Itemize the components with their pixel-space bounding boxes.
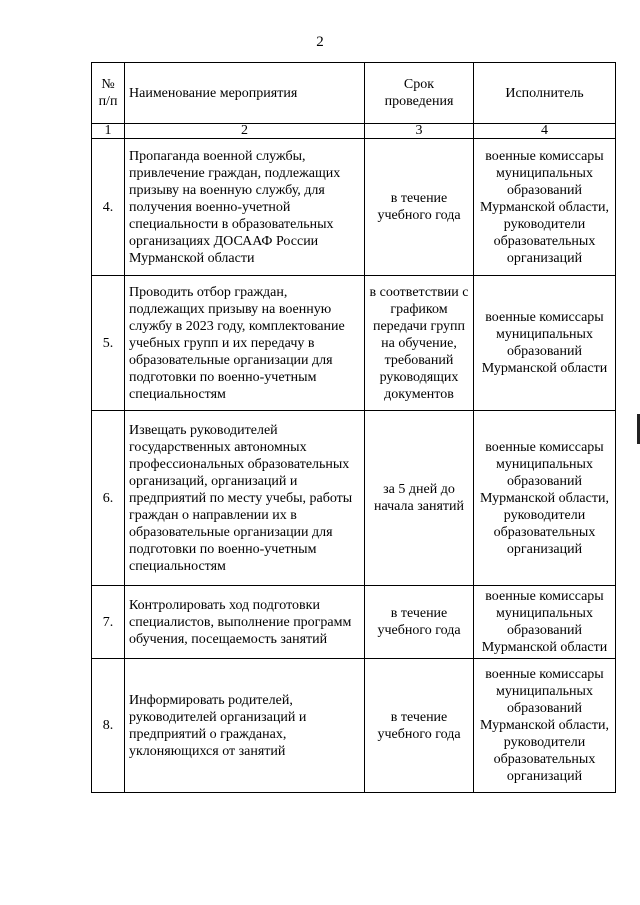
event-term: за 5 дней до начала занятий — [365, 411, 474, 586]
event-name: Извещать руководителей государственных автономных профессиональных образовательных организаций, организаций и предприятий по месту учебы, работы граждан о направлении их в образовательные организации для подготовки по военно-учетным специальностям — [125, 411, 365, 586]
event-term: в течение учебного года — [365, 659, 474, 793]
column-number: 2 — [125, 124, 365, 139]
event-term: в течение учебного года — [365, 139, 474, 276]
column-number: 3 — [365, 124, 474, 139]
event-executor: военные комиссары муниципальных образований Мурманской области, руководители образовательных организаций — [474, 139, 616, 276]
table-row — [92, 139, 616, 276]
table-row — [92, 411, 616, 586]
event-name: Пропаганда военной службы, привлечение граждан, подлежащих призыву на военную службу, для получения военно-учетной специальности в образовательных организациях ДОСААФ России Мурманской области — [125, 139, 365, 276]
page-number: 2 — [316, 34, 324, 50]
header-num: № п/п — [92, 63, 125, 124]
event-term: в течение учебного года — [365, 586, 474, 659]
event-name: Информировать родителей, руководителей организаций и предприятий о гражданах, уклоняющихся от занятий — [125, 659, 365, 793]
row-number: 7. — [92, 586, 125, 659]
event-executor: военные комиссары муниципальных образований Мурманской области, руководители образовательных организаций — [474, 659, 616, 793]
event-name: Проводить отбор граждан, подлежащих призыву на военную службу в 2023 году, комплектование учебных групп и их передачу в образовательные организации для подготовки по военно-учетным специальностям — [125, 276, 365, 411]
header-executor: Исполнитель — [474, 63, 616, 124]
event-name: Контролировать ход подготовки специалистов, выполнение программ обучения, посещаемость занятий — [125, 586, 365, 659]
event-term: в соответствии с графиком передачи групп на обучение, требований руководящих документов — [365, 276, 474, 411]
row-number: 6. — [92, 411, 125, 586]
column-number: 1 — [92, 124, 125, 139]
header-name: Наименование мероприятия — [125, 63, 365, 124]
events-table — [91, 62, 616, 793]
row-number: 4. — [92, 139, 125, 276]
table-row — [92, 659, 616, 793]
event-executor: военные комиссары муниципальных образований Мурманской области — [474, 276, 616, 411]
event-executor: военные комиссары муниципальных образований Мурманской области — [474, 586, 616, 659]
column-number-row — [92, 124, 616, 139]
row-number: 5. — [92, 276, 125, 411]
table-row — [92, 276, 616, 411]
column-number: 4 — [474, 124, 616, 139]
table-header-row — [92, 63, 616, 124]
header-term: Срок проведения — [365, 63, 474, 124]
table-row — [92, 586, 616, 659]
event-executor: военные комиссары муниципальных образований Мурманской области, руководители образовательных организаций — [474, 411, 616, 586]
row-number: 8. — [92, 659, 125, 793]
